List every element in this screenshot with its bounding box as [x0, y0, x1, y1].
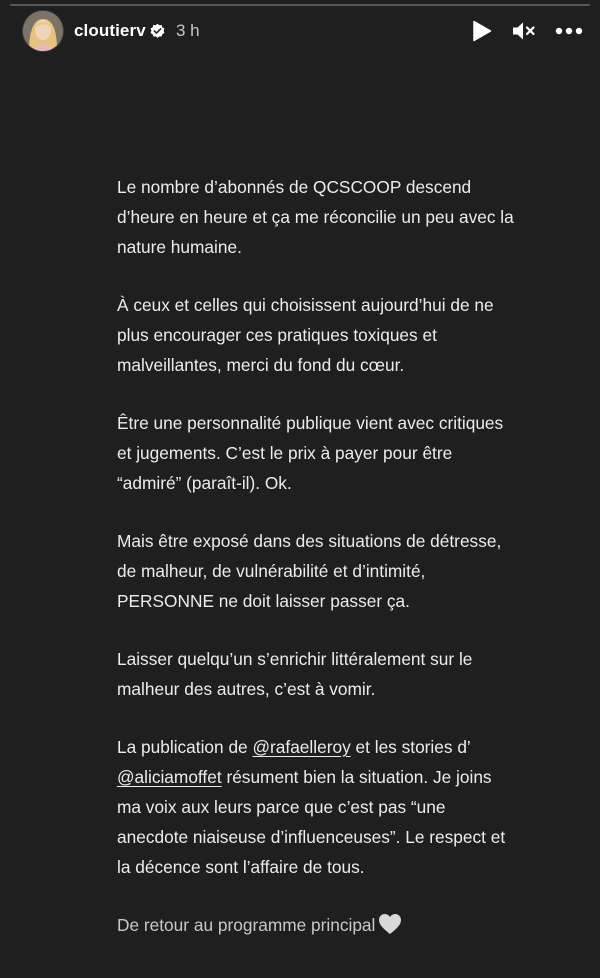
- paragraph-3: [117, 408, 537, 498]
- text-line: malheur des autres, c’est à vomir.: [117, 679, 376, 699]
- story-progress-bar: [10, 4, 590, 6]
- avatar-image: [23, 11, 63, 51]
- text-line: [117, 732, 537, 762]
- story-header: [0, 8, 600, 54]
- text-line: nature humaine.: [117, 237, 242, 257]
- text-line: de malheur, de vulnérabilité et d’intimité,: [117, 561, 426, 581]
- avatar[interactable]: [23, 11, 63, 51]
- story-text-body: [117, 172, 537, 968]
- text-line: Être une personnalité publique vient avec critiques: [117, 413, 504, 433]
- paragraph-5: [117, 644, 537, 704]
- text-line: [117, 910, 537, 940]
- story-timestamp: 3 h: [176, 21, 200, 40]
- heart-icon: [378, 913, 402, 935]
- play-icon[interactable]: [472, 20, 492, 42]
- paragraph-1: [117, 172, 537, 262]
- text-line: ma voix aux leurs parce que c’est pas “une: [117, 797, 446, 817]
- mention-link-rafaelleroy[interactable]: @rafaelleroy: [252, 737, 351, 757]
- story-username[interactable]: cloutierv: [74, 21, 146, 40]
- text-fragment: résument bien la situation. Je joins: [221, 767, 492, 787]
- text-line: plus encourager ces pratiques toxiques et: [117, 325, 437, 345]
- text-line: d’heure en heure et ça me réconcilie un peu avec la: [117, 207, 514, 227]
- text-line: [117, 762, 537, 792]
- text-line: Laisser quelqu’un s’enrichir littéralement sur le: [117, 649, 473, 669]
- text-line: Le nombre d’abonnés de QCSCOOP descend: [117, 177, 472, 197]
- text-fragment: La publication de: [117, 737, 253, 757]
- text-fragment: et les stories d’: [350, 737, 471, 757]
- text-line: et jugements. C’est le prix à payer pour être: [117, 443, 453, 463]
- paragraph-2: [117, 290, 537, 380]
- text-line: “admiré” (paraît-il). Ok.: [117, 473, 292, 493]
- verified-badge-icon: [149, 23, 166, 40]
- paragraph-6: [117, 732, 537, 882]
- mention-link-aliciamoffet[interactable]: @aliciamoffet: [117, 767, 222, 787]
- paragraph-4: [117, 526, 537, 616]
- text-line: À ceux et celles qui choisissent aujourd’hui de ne: [117, 295, 494, 315]
- text-line: Mais être exposé dans des situations de détresse,: [117, 531, 502, 551]
- text-line: malveillantes, merci du fond du cœur.: [117, 355, 405, 375]
- muted-speaker-icon[interactable]: [512, 20, 536, 42]
- text-line: PERSONNE ne doit laisser passer ça.: [117, 591, 410, 611]
- more-icon[interactable]: [555, 20, 583, 42]
- text-line: anecdote niaiseuse d’influenceuses”. Le respect et: [117, 827, 506, 847]
- text-fragment: De retour au programme principal: [117, 915, 376, 935]
- text-line: la décence sont l’affaire de tous.: [117, 857, 365, 877]
- paragraph-7: [117, 910, 537, 940]
